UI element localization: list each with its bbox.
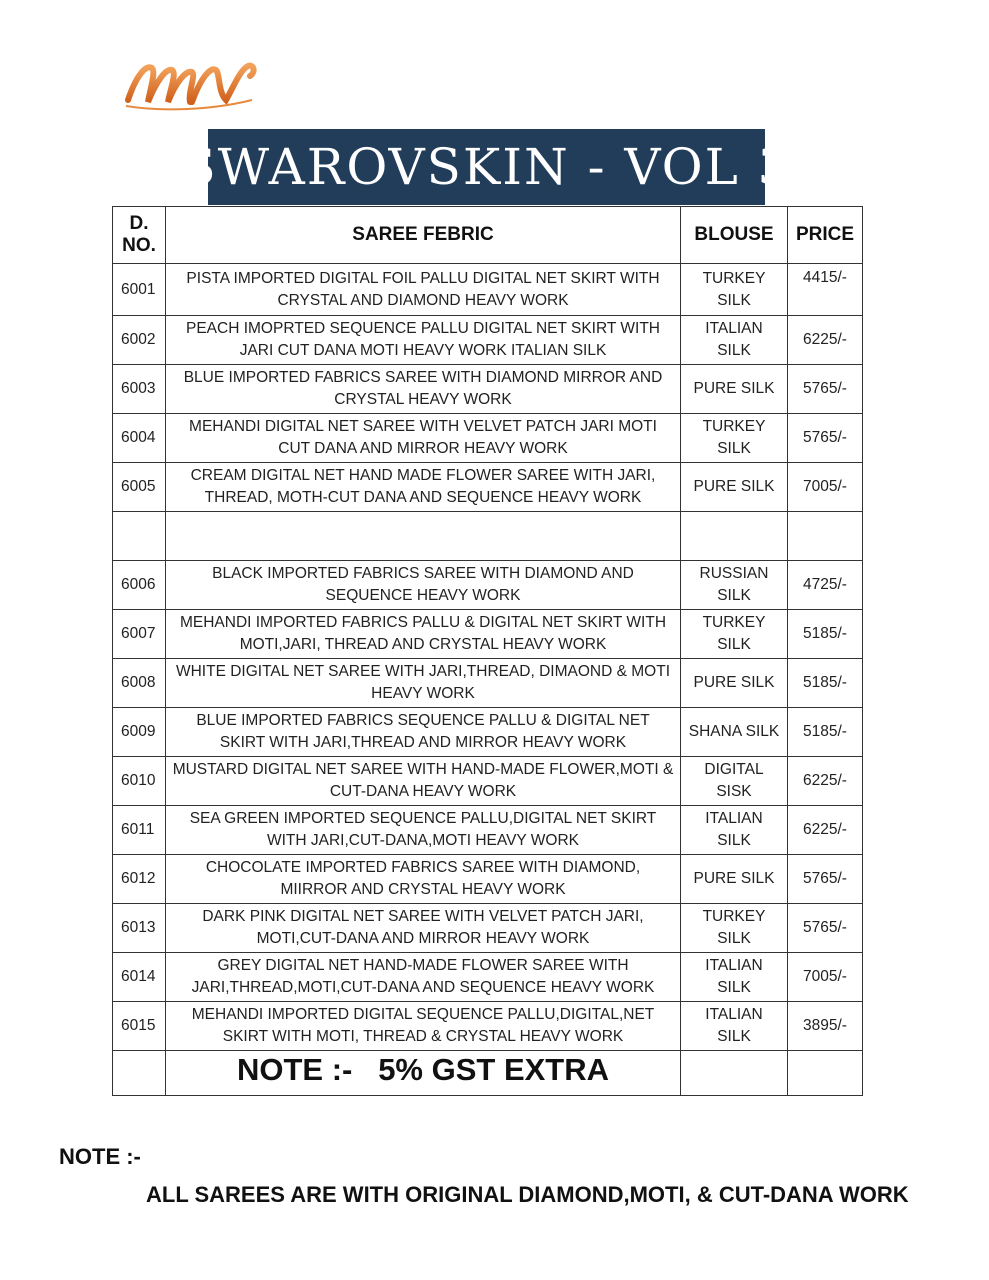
title-banner	[181, 129, 792, 205]
footer-note-text: ALL SAREES ARE WITH ORIGINAL DIAMOND,MOTI, & CUT-DANA WORK	[146, 1182, 909, 1207]
table-row	[113, 610, 863, 659]
cell-price	[788, 512, 863, 561]
gst-note: NOTE :- 5% GST EXTRA	[236, 1052, 610, 1087]
cell-dno: 6011	[113, 806, 166, 855]
cell-fabric: CHOCOLATE IMPORTED FABRICS SAREE WITH DIAMOND, MIIRROR AND CRYSTAL HEAVY WORK	[166, 855, 681, 904]
table-row	[113, 806, 863, 855]
cell-dno	[113, 512, 166, 561]
footer-note-label: NOTE :-	[59, 1144, 141, 1169]
cell-price: 7005/-	[788, 953, 863, 1002]
cell-dno: 6003	[113, 365, 166, 414]
table-row	[113, 414, 863, 463]
cell-price: 5185/-	[788, 708, 863, 757]
cell-fabric	[166, 512, 681, 561]
cell-dno: 6005	[113, 463, 166, 512]
cell-fabric: BLUE IMPORTED FABRICS SAREE WITH DIAMOND MIRROR AND CRYSTAL HEAVY WORK	[166, 365, 681, 414]
cell-dno: 6001	[113, 264, 166, 316]
cell-price: 5765/-	[788, 365, 863, 414]
logo-mark	[122, 56, 262, 116]
table-row	[113, 904, 863, 953]
note-cell-empty	[681, 1051, 788, 1096]
cell-fabric: SEA GREEN IMPORTED SEQUENCE PALLU,DIGITAL NET SKIRT WITH JARI,CUT-DANA,MOTI HEAVY WORK	[166, 806, 681, 855]
table-row	[113, 1002, 863, 1051]
header-dno: D. NO.	[113, 207, 166, 264]
cell-fabric: MUSTARD DIGITAL NET SAREE WITH HAND-MADE FLOWER,MOTI & CUT-DANA HEAVY WORK	[166, 757, 681, 806]
cell-price: 4725/-	[788, 561, 863, 610]
cell-price: 5765/-	[788, 904, 863, 953]
cell-dno: 6009	[113, 708, 166, 757]
table-row-empty	[113, 512, 863, 561]
note-cell-empty	[113, 1051, 166, 1096]
cell-fabric: GREY DIGITAL NET HAND-MADE FLOWER SAREE WITH JARI,THREAD,MOTI,CUT-DANA AND SEQUENCE HEAVY WORK	[166, 953, 681, 1002]
cell-blouse: ITALIAN SILK	[681, 1002, 788, 1051]
cell-blouse: RUSSIAN SILK	[681, 561, 788, 610]
cell-dno: 6006	[113, 561, 166, 610]
cell-fabric: MEHANDI DIGITAL NET SAREE WITH VELVET PATCH JARI MOTI CUT DANA AND MIRROR HEAVY WORK	[166, 414, 681, 463]
cell-blouse: SHANA SILK	[681, 708, 788, 757]
table-row	[113, 316, 863, 365]
table-row	[113, 659, 863, 708]
cell-blouse: PURE SILK	[681, 855, 788, 904]
cell-blouse: DIGITAL SISK	[681, 757, 788, 806]
cell-fabric: PEACH IMOPRTED SEQUENCE PALLU DIGITAL NET SKIRT WITH JARI CUT DANA MOTI HEAVY WORK ITALIAN SILK	[166, 316, 681, 365]
cell-fabric: WHITE DIGITAL NET SAREE WITH JARI,THREAD, DIMAOND & MOTI HEAVY WORK	[166, 659, 681, 708]
cell-dno: 6012	[113, 855, 166, 904]
table-row	[113, 365, 863, 414]
cell-blouse	[681, 512, 788, 561]
cell-dno: 6010	[113, 757, 166, 806]
cell-dno: 6008	[113, 659, 166, 708]
cell-blouse: TURKEY SILK	[681, 264, 788, 316]
cell-blouse: TURKEY SILK	[681, 414, 788, 463]
cell-dno: 6004	[113, 414, 166, 463]
cell-blouse: PURE SILK	[681, 659, 788, 708]
cell-blouse: ITALIAN SILK	[681, 316, 788, 365]
cell-blouse: PURE SILK	[681, 463, 788, 512]
cell-dno: 6014	[113, 953, 166, 1002]
gst-note-row	[113, 1051, 863, 1096]
cell-blouse: TURKEY SILK	[681, 904, 788, 953]
table-row	[113, 561, 863, 610]
cell-price: 7005/-	[788, 463, 863, 512]
cell-dno: 6007	[113, 610, 166, 659]
cell-price: 4415/-	[788, 264, 863, 316]
cell-price: 6225/-	[788, 757, 863, 806]
header-fabric: SAREE FEBRIC	[166, 207, 681, 264]
cell-price: 3895/-	[788, 1002, 863, 1051]
cell-blouse: PURE SILK	[681, 365, 788, 414]
cell-fabric: MEHANDI IMPORTED DIGITAL SEQUENCE PALLU,DIGITAL,NET SKIRT WITH MOTI, THREAD & CRYSTAL HEAVY WORK	[166, 1002, 681, 1051]
cell-price: 5185/-	[788, 659, 863, 708]
brand-logo	[122, 56, 262, 116]
note-cell-empty	[788, 1051, 863, 1096]
cell-dno: 6015	[113, 1002, 166, 1051]
table-row	[113, 463, 863, 512]
cell-fabric: DARK PINK DIGITAL NET SAREE WITH VELVET PATCH JARI, MOTI,CUT-DANA AND MIRROR HEAVY WORK	[166, 904, 681, 953]
note-cell	[166, 1051, 681, 1096]
cell-fabric: PISTA IMPORTED DIGITAL FOIL PALLU DIGITAL NET SKIRT WITH CRYSTAL AND DIAMOND HEAVY WORK	[166, 264, 681, 316]
cell-fabric: BLACK IMPORTED FABRICS SAREE WITH DIAMOND AND SEQUENCE HEAVY WORK	[166, 561, 681, 610]
cell-blouse: ITALIAN SILK	[681, 953, 788, 1002]
cell-price: 5765/-	[788, 855, 863, 904]
cell-price: 5185/-	[788, 610, 863, 659]
table-row	[113, 264, 863, 316]
cell-dno: 6002	[113, 316, 166, 365]
price-table	[112, 206, 863, 1096]
cell-fabric: CREAM DIGITAL NET HAND MADE FLOWER SAREE WITH JARI, THREAD, MOTH-CUT DANA AND SEQUENCE HEAVY WORK	[166, 463, 681, 512]
cell-blouse: ITALIAN SILK	[681, 806, 788, 855]
table-row	[113, 953, 863, 1002]
cell-fabric: MEHANDI IMPORTED FABRICS PALLU & DIGITAL NET SKIRT WITH MOTI,JARI, THREAD AND CRYSTAL HEAVY WORK	[166, 610, 681, 659]
cell-price: 6225/-	[788, 806, 863, 855]
header-price: PRICE	[788, 207, 863, 264]
header-blouse: BLOUSE	[681, 207, 788, 264]
table-row	[113, 757, 863, 806]
catalog-title: SWAROVSKIN - VOL 3	[181, 138, 792, 196]
cell-fabric: BLUE IMPORTED FABRICS SEQUENCE PALLU & DIGITAL NET SKIRT WITH JARI,THREAD AND MIRROR HEAVY WORK	[166, 708, 681, 757]
table-row	[113, 855, 863, 904]
cell-blouse: TURKEY SILK	[681, 610, 788, 659]
cell-price: 5765/-	[788, 414, 863, 463]
cell-price: 6225/-	[788, 316, 863, 365]
table-row	[113, 708, 863, 757]
table-header-row	[113, 207, 863, 264]
cell-dno: 6013	[113, 904, 166, 953]
